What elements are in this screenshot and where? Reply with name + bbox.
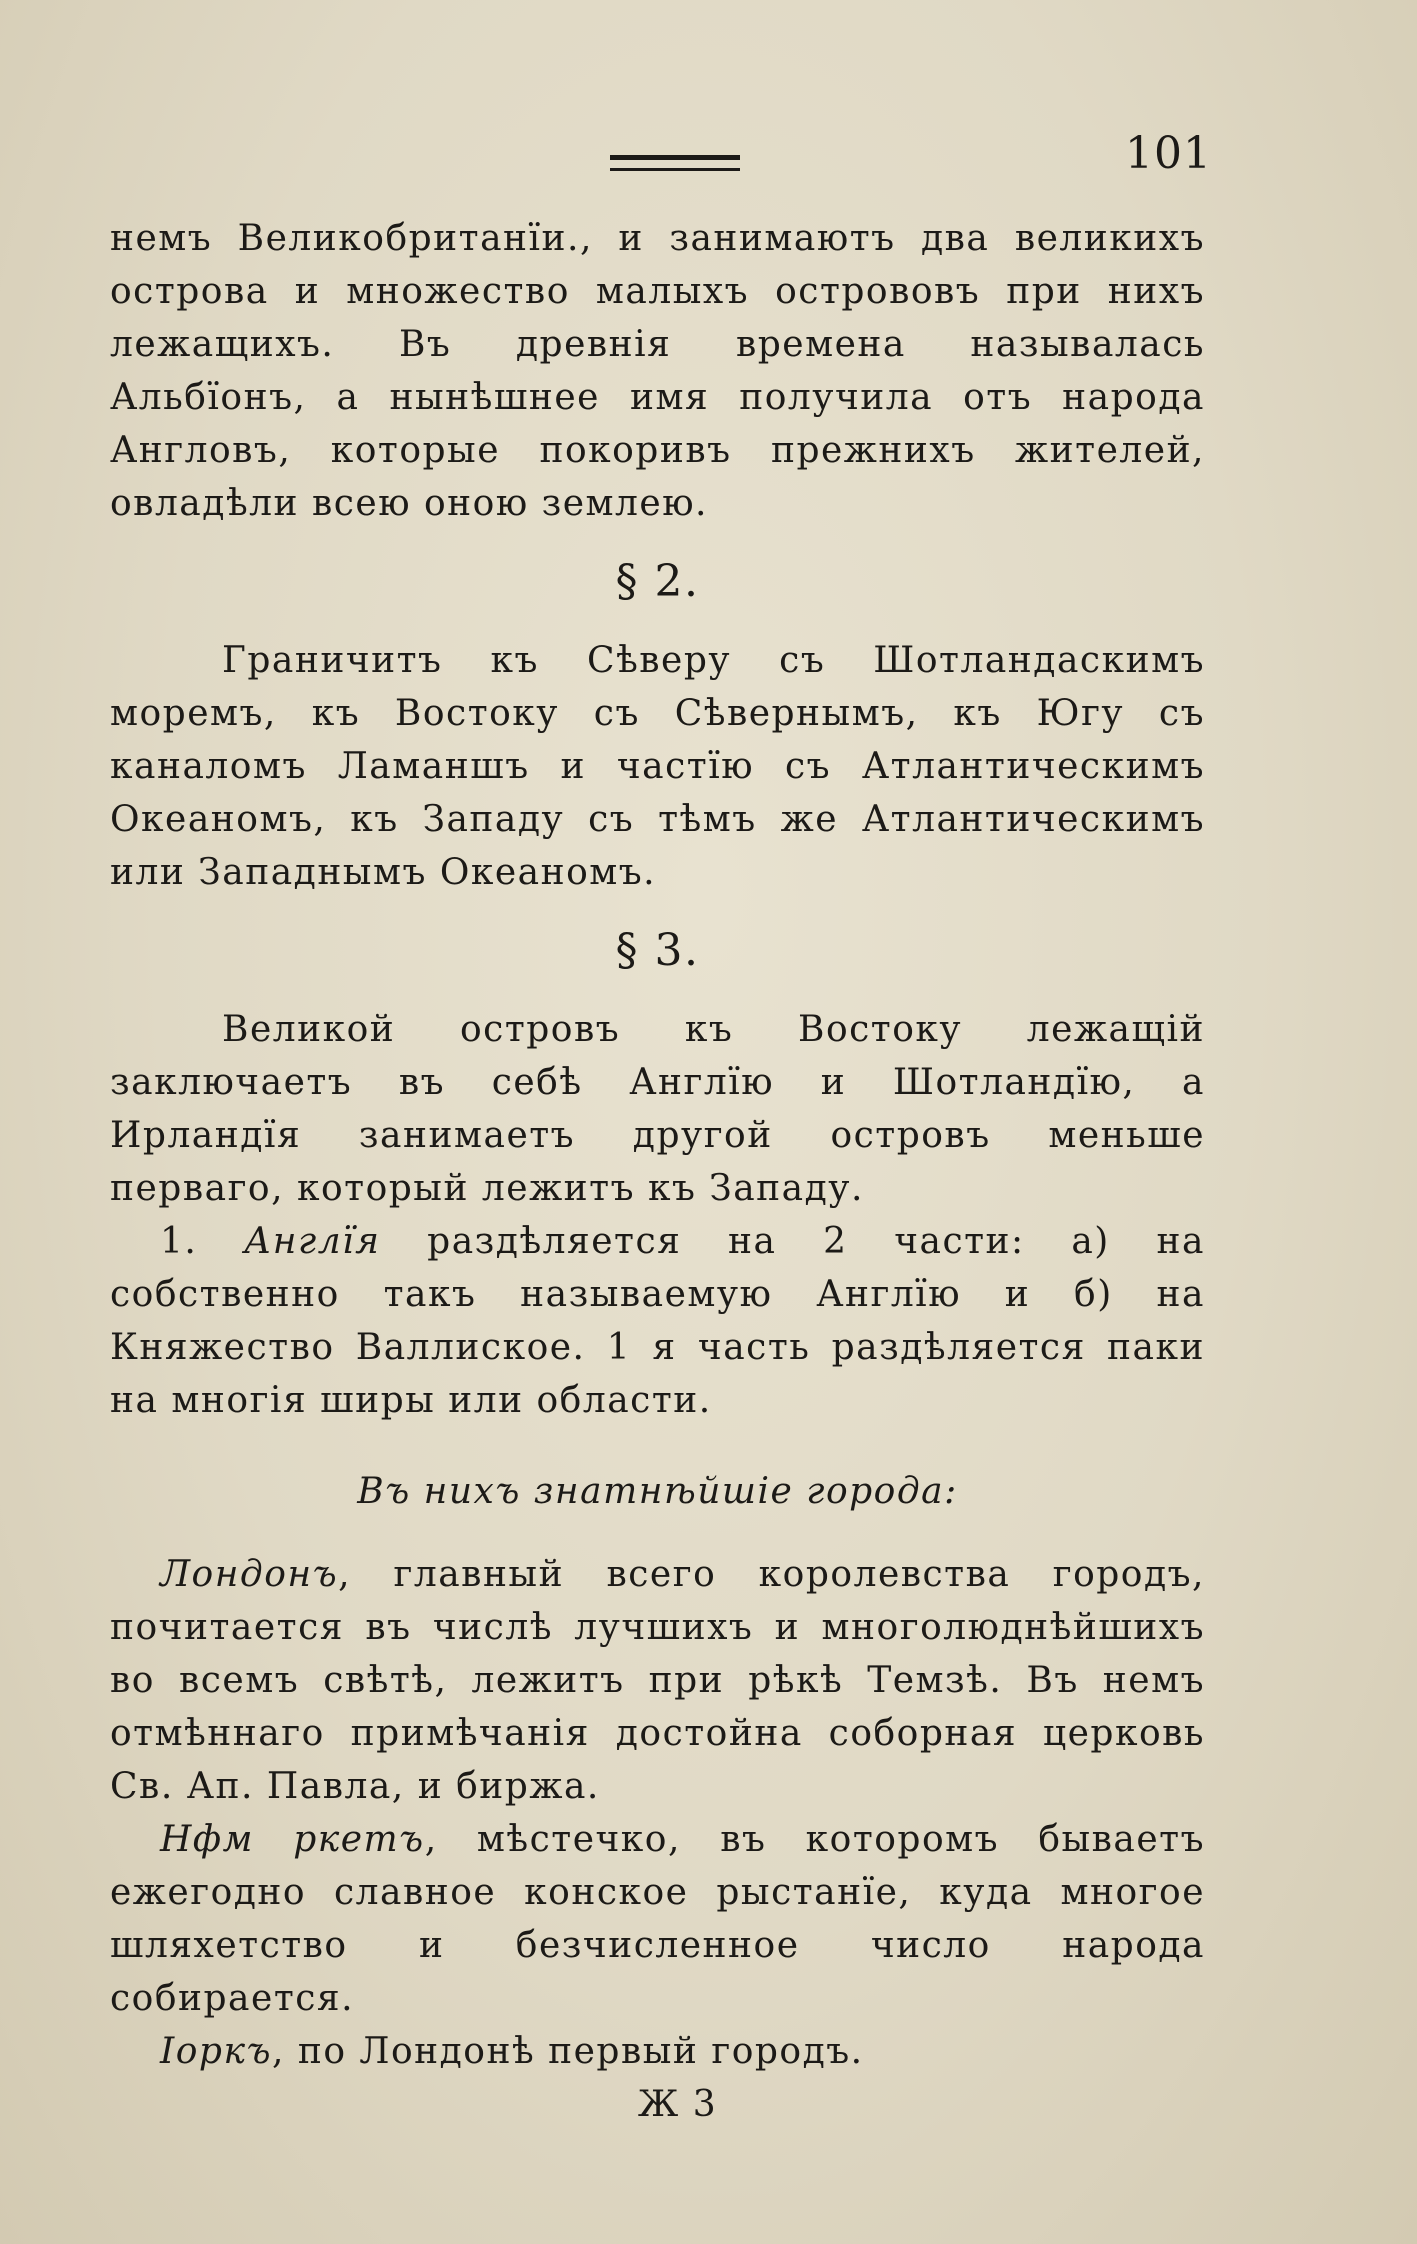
section-3-heading: § 3. — [615, 925, 700, 976]
printer-signature-mark: Ж 3 — [637, 2084, 718, 2125]
item-number: 1. — [160, 1221, 198, 1262]
london-text: , главный всего королевства городъ, почитается въ числѣ лучшихъ и многолюднѣйшихъ во всемъ свѣтѣ, лежитъ при рѣкѣ Темзѣ. Въ немъ отмѣннаго примѣчанiя достойна соборная церковь Св. Ап. Павла, и биржа. — [110, 1554, 1205, 1807]
paragraph-newmarket — [110, 1813, 1205, 2025]
england-division-text: раздѣляется на 2 части: а) на собственно такъ называемую Англïю и б) на Княжество Валлиское. 1 я часть раздѣляется паки на многiя ширы или области. — [110, 1221, 1205, 1421]
section-2-heading: § 2. — [615, 556, 700, 607]
newmarket-text: , мѣстечко, въ которомъ бываетъ ежегодно славное конское рыстанïе, куда многое шляхетство и безчисленное число народа собирается. — [110, 1819, 1205, 2019]
paragraph-britain-intro: немъ Великобританïи., и занимаютъ два великихъ острова и множество малыхъ острововъ при нихъ лежащихъ. Въ древнiя времена называлась Альбïонъ, а нынѣшнее имя получила отъ народа Англовъ, которые покоривъ прежнихъ жителей, овладѣли всею оною землею. — [110, 218, 1205, 524]
city-london: Лондонъ — [160, 1554, 339, 1595]
cities-subheading: Въ нихъ знатнѣйшiе города: — [357, 1471, 958, 1512]
paragraph-borders: Граничитъ къ Сѣверу съ Шотландаскимъ моремъ, къ Востоку съ Сѣвернымъ, къ Югу съ каналомъ Ламаншъ и частïю съ Атлантическимъ Океаномъ, къ Западу съ тѣмъ же Атлантическимъ или Западнымъ Океаномъ. — [110, 640, 1205, 893]
paragraph-york — [110, 2025, 1205, 2078]
york-text: , по Лондонѣ первый городъ. — [271, 2031, 864, 2072]
header-double-rule — [610, 155, 740, 171]
page-number: 101 — [1125, 128, 1212, 179]
term-england: Англïя — [244, 1221, 381, 1262]
city-york: Iоркъ — [160, 2031, 272, 2072]
paragraph-london — [110, 1548, 1205, 1813]
paragraph-england-division — [110, 1215, 1205, 1427]
city-newmarket: Нфм ркетъ — [160, 1819, 425, 1860]
page-body — [110, 212, 1205, 2131]
paragraph-islands: Великой островъ къ Востоку лежащiй заключаетъ въ себѣ Англïю и Шотландïю, а Ирландïя занимаетъ другой островъ меньше перваго, который лежитъ къ Западу. — [110, 1009, 1205, 1209]
